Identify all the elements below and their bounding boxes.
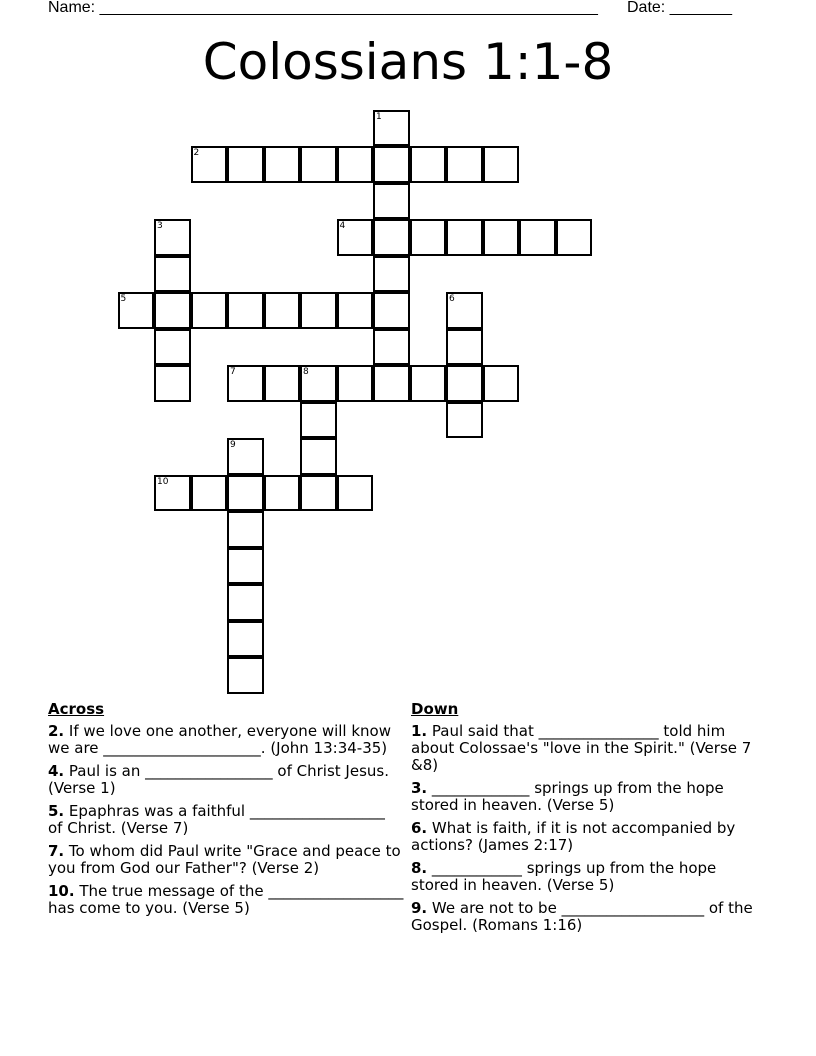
clue-text: To whom did Paul write "Grace and peace to you from God our Father"? (Verse 2) — [48, 842, 401, 877]
clue-number-label: 7 — [230, 367, 236, 377]
clue-text: We are not to be ___________________ of the Gospel. (Romans 1:16) — [411, 899, 753, 934]
grid-cell[interactable] — [227, 475, 264, 512]
grid-cell[interactable] — [300, 475, 337, 512]
clue-number: 4. — [48, 762, 65, 780]
clue-across-7 — [48, 843, 404, 877]
clue-across-10 — [48, 883, 404, 917]
clue-across-5 — [48, 803, 404, 837]
grid-cell[interactable] — [410, 365, 447, 402]
grid-cell[interactable] — [300, 365, 337, 402]
grid-cell[interactable] — [300, 438, 337, 475]
grid-cell[interactable] — [446, 329, 483, 366]
grid-cell[interactable] — [410, 219, 447, 256]
grid-cell[interactable] — [264, 292, 301, 329]
clue-text: _____________ springs up from the hope stored in heaven. (Verse 5) — [411, 779, 724, 814]
grid-cell[interactable] — [154, 256, 191, 293]
clue-down-9 — [411, 900, 761, 934]
clue-text: Paul said that ________________ told him about Colossae's "love in the Spirit." (Verse 7 &8) — [411, 722, 752, 774]
grid-cell[interactable] — [373, 365, 410, 402]
page-title: Colossians 1:1-8 — [202, 33, 614, 91]
clue-number: 7. — [48, 842, 65, 860]
grid-cell[interactable] — [227, 657, 264, 694]
grid-cell[interactable] — [227, 511, 264, 548]
clue-down-3 — [411, 780, 761, 814]
grid-cell[interactable] — [373, 183, 410, 220]
clue-number-label: 2 — [193, 148, 200, 158]
clue-number: 1. — [411, 722, 428, 740]
grid-cell[interactable] — [556, 219, 593, 256]
grid-cell[interactable] — [337, 292, 374, 329]
date-field[interactable]: Date: _______ — [627, 0, 732, 16]
grid-cell[interactable] — [227, 584, 264, 621]
grid-cell[interactable] — [373, 146, 410, 183]
grid-cell[interactable] — [337, 146, 374, 183]
grid-cell[interactable] — [373, 219, 410, 256]
grid-cell[interactable] — [337, 475, 374, 512]
clue-number: 10. — [48, 882, 75, 900]
clue-down-1 — [411, 723, 761, 774]
clue-number-label: 4 — [339, 221, 346, 231]
grid-cell[interactable] — [264, 146, 301, 183]
grid-cell[interactable] — [227, 292, 264, 329]
grid-cell[interactable] — [446, 292, 483, 329]
down-clues — [411, 701, 761, 940]
name-field[interactable]: Name: ________________________________________________________ — [48, 0, 598, 16]
clue-number-label: 1 — [376, 111, 382, 122]
grid-cell[interactable] — [191, 146, 228, 183]
grid-cell[interactable] — [446, 365, 483, 402]
grid-cell[interactable] — [300, 146, 337, 183]
down-heading: Down — [411, 700, 459, 718]
grid-cell[interactable] — [483, 219, 520, 256]
grid-cell[interactable] — [154, 365, 191, 402]
grid-cell[interactable] — [118, 292, 155, 329]
grid-cell[interactable] — [191, 475, 228, 512]
clue-number: 8. — [411, 859, 428, 877]
grid-cell[interactable] — [154, 292, 191, 329]
grid-cell[interactable] — [154, 329, 191, 366]
clue-down-6 — [411, 820, 761, 854]
grid-cell[interactable] — [519, 219, 556, 256]
grid-cell[interactable] — [483, 365, 520, 402]
clue-text: Epaphras was a faithful __________________ of Christ. (Verse 7) — [48, 802, 385, 837]
grid-cell[interactable] — [227, 146, 264, 183]
grid-cell[interactable] — [483, 146, 520, 183]
grid-cell[interactable] — [446, 219, 483, 256]
grid-cell[interactable] — [191, 292, 228, 329]
grid-cell[interactable] — [227, 548, 264, 585]
clue-number-label: 3 — [157, 221, 163, 231]
clue-number: 5. — [48, 802, 65, 820]
clue-down-8 — [411, 860, 761, 894]
grid-cell[interactable] — [337, 365, 374, 402]
grid-cell[interactable] — [373, 292, 410, 329]
clue-across-4 — [48, 763, 404, 797]
grid-cell[interactable] — [154, 219, 191, 256]
grid-cell[interactable] — [410, 146, 447, 183]
grid-cell[interactable] — [373, 110, 410, 147]
clue-text: The true message of the __________________ has come to you. (Verse 5) — [48, 882, 404, 917]
clue-number: 3. — [411, 779, 428, 797]
grid-cell[interactable] — [446, 402, 483, 439]
clue-number-label: 5 — [120, 294, 127, 304]
across-heading: Across — [48, 700, 105, 718]
grid-cell[interactable] — [227, 438, 264, 475]
grid-cell[interactable] — [227, 621, 264, 658]
clue-text: If we love one another, everyone will know we are _____________________. (John 13:34-35) — [48, 722, 391, 757]
clue-text: ____________ springs up from the hope stored in heaven. (Verse 5) — [411, 859, 717, 894]
clue-text: Paul is an _________________ of Christ Jesus. (Verse 1) — [48, 762, 389, 797]
grid-cell[interactable] — [300, 402, 337, 439]
clue-number-label: 10 — [157, 476, 169, 487]
clue-number-label: 6 — [449, 294, 455, 304]
grid-cell[interactable] — [154, 475, 191, 512]
grid-cell[interactable] — [373, 256, 410, 293]
grid-cell[interactable] — [446, 146, 483, 183]
clue-number: 6. — [411, 819, 428, 837]
clue-number-label: 8 — [303, 367, 309, 377]
across-clues — [48, 701, 404, 923]
clue-number: 9. — [411, 899, 428, 917]
grid-cell[interactable] — [300, 292, 337, 329]
grid-cell[interactable] — [227, 365, 264, 402]
grid-cell[interactable] — [373, 329, 410, 366]
clue-text: What is faith, if it is not accompanied by actions? (James 2:17) — [411, 819, 736, 854]
grid-cell[interactable] — [264, 475, 301, 512]
clue-number-label: 9 — [230, 440, 236, 450]
grid-cell[interactable] — [337, 219, 374, 256]
clue-number: 2. — [48, 722, 65, 740]
grid-cell[interactable] — [264, 365, 301, 402]
clue-across-2 — [48, 723, 404, 757]
